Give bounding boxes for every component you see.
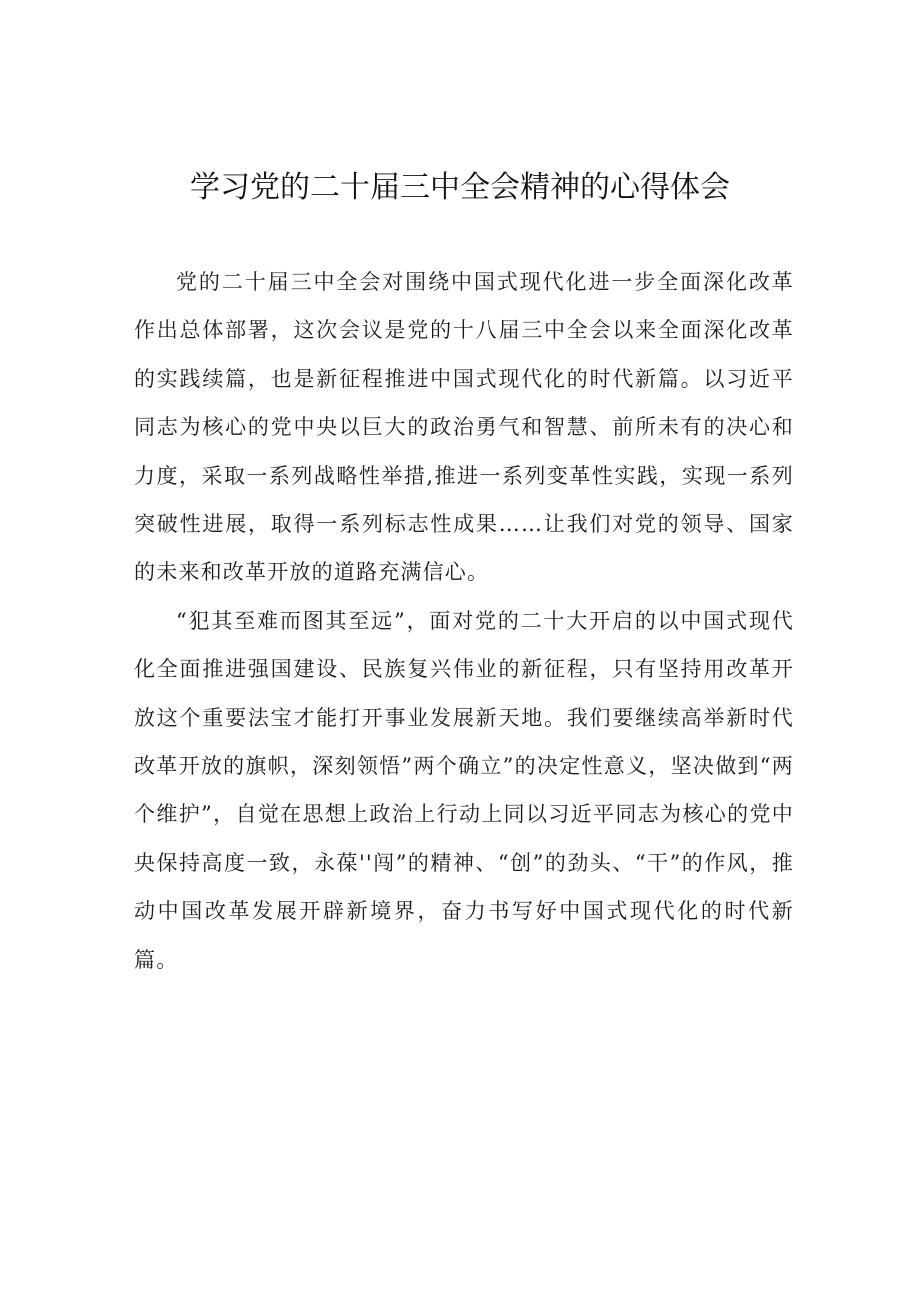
paragraph-2: “犯其至难而图其至远”，面对党的二十大开启的以中国式现代化全面推进强国建设、民族复兴伟业的新征程，只有坚持用改革开放这个重要法宝才能打开事业发展新天地。我们要继续高举新时代改革开放的旗帜，深刻领悟”两个确立”的决定性意义，坚决做到“两个维护”，自觉在思想上政治上行动上同以习近平同志为核心的党中央保持高度一致，永葆''闯”的精神、“创”的劲头、“干”的作风，推动中国改革发展开辟新境界，奋力书写好中国式现代化的时代新篇。 [134,608,794,972]
paragraph-1: 党的二十届三中全会对围绕中国式现代化进一步全面深化改革作出总体部署，这次会议是党的十八届三中全会以来全面深化改革的实践续篇，也是新征程推进中国式现代化的时代新篇。以习近平同志为核心的党中央以巨大的政治勇气和智慧、前所未有的决心和力度，采取一系列战略性举措,推进一系列变革性实践，实现一系列突破性进展，取得一系列标志性成果……让我们对党的领导、国家的未来和改革开放的道路充满信心。 [134,270,794,585]
document-title: 学习党的二十届三中全会精神的心得体会 [190,170,730,205]
document-body [134,258,794,984]
